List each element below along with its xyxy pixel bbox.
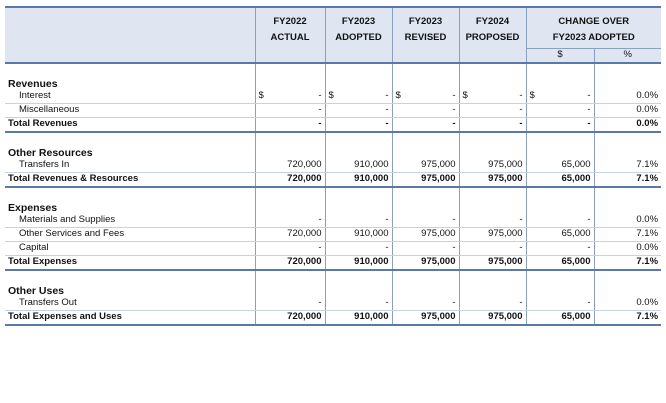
value: - (519, 90, 523, 101)
header-label-cell (5, 7, 255, 28)
header-label-cell-3 (5, 48, 255, 63)
row-label: Materials and Supplies (5, 214, 255, 228)
cell-fy2023-adopted (325, 90, 392, 104)
table-row-interest (5, 90, 661, 104)
cell-fy2023-adopted: 910,000 (325, 227, 392, 241)
cell-fy2023-adopted: - (325, 241, 392, 255)
table-row-capital (5, 241, 661, 255)
cell-fy2023-revised: - (392, 241, 459, 255)
header-blank-3 (392, 48, 459, 63)
total-fy2022: 720,000 (255, 255, 325, 270)
cell-fy2022: - (255, 214, 325, 228)
total-fy2024: 975,000 (459, 310, 526, 325)
section-revenues (5, 77, 661, 90)
total-fy2023-adopted: 910,000 (325, 310, 392, 325)
value: - (318, 90, 322, 101)
header-blank-1 (255, 48, 325, 63)
cell-change-pct: 0.0% (594, 90, 661, 104)
total-fy2023-revised: 975,000 (392, 310, 459, 325)
currency-sign: $ (328, 90, 334, 101)
cell-fy2022: - (255, 241, 325, 255)
total-fy2023-adopted: 910,000 (325, 172, 392, 187)
cell-fy2024: - (459, 214, 526, 228)
row-label: Capital (5, 241, 255, 255)
total-fy2024: 975,000 (459, 255, 526, 270)
cell-fy2023-revised: - (392, 103, 459, 117)
cell-change-dollar: 65,000 (526, 159, 594, 173)
cell-fy2022: - (255, 297, 325, 311)
total-change-pct: 7.1% (594, 172, 661, 187)
spacer (5, 132, 661, 146)
total-change-pct: 0.0% (594, 117, 661, 132)
header-change-dollar: $ (526, 48, 594, 63)
cell-fy2023-revised (392, 90, 459, 104)
total-label: Total Revenues & Resources (5, 172, 255, 187)
header-change-over: CHANGE OVER (526, 7, 661, 28)
cell-change-pct: 7.1% (594, 227, 661, 241)
value: - (587, 90, 591, 101)
total-fy2022: - (255, 117, 325, 132)
header-blank-2 (325, 48, 392, 63)
cell-fy2022: - (255, 103, 325, 117)
total-change-pct: 7.1% (594, 310, 661, 325)
total-fy2023-adopted: 910,000 (325, 255, 392, 270)
header-label-cell-2 (5, 28, 255, 48)
cell-fy2024: - (459, 297, 526, 311)
currency-sign: $ (258, 90, 264, 101)
total-change-dollar: 65,000 (526, 172, 594, 187)
total-fy2023-revised: - (392, 117, 459, 132)
table-row-transfers-in (5, 159, 661, 173)
total-fy2024: - (459, 117, 526, 132)
cell-fy2024: 975,000 (459, 227, 526, 241)
header-fy2023-revised: REVISED (392, 28, 459, 48)
cell-fy2024: - (459, 241, 526, 255)
table-row-materials-supplies (5, 214, 661, 228)
header-fy2022-year: FY2022 (255, 7, 325, 28)
spacer (5, 187, 661, 201)
total-row-revenues (5, 117, 661, 132)
cell-change-pct: 7.1% (594, 159, 661, 173)
spacer (5, 270, 661, 284)
header-fy2023-adopted-year: FY2023 (325, 7, 392, 28)
total-fy2022: 720,000 (255, 172, 325, 187)
row-label: Other Services and Fees (5, 227, 255, 241)
total-fy2022: 720,000 (255, 310, 325, 325)
cell-fy2023-revised: 975,000 (392, 159, 459, 173)
value: - (452, 90, 456, 101)
total-label: Total Revenues (5, 117, 255, 132)
spacer (5, 63, 661, 77)
section-expenses (5, 201, 661, 214)
total-fy2023-adopted: - (325, 117, 392, 132)
total-change-dollar: 65,000 (526, 255, 594, 270)
row-label: Interest (5, 90, 255, 104)
header-blank-4 (459, 48, 526, 63)
header-fy2023-revised-year: FY2023 (392, 7, 459, 28)
total-change-dollar: 65,000 (526, 310, 594, 325)
header-fy2022-actual: ACTUAL (255, 28, 325, 48)
currency-sign: $ (395, 90, 401, 101)
table-row-transfers-out (5, 297, 661, 311)
cell-change-pct: 0.0% (594, 103, 661, 117)
total-fy2023-revised: 975,000 (392, 255, 459, 270)
budget-table (5, 6, 661, 326)
section-other-uses (5, 284, 661, 297)
table-row-other-services-fees (5, 227, 661, 241)
header-row-1 (5, 7, 661, 28)
header-change-pct: % (594, 48, 661, 63)
total-label: Total Expenses (5, 255, 255, 270)
row-label: Miscellaneous (5, 103, 255, 117)
cell-change-dollar (526, 90, 594, 104)
cell-fy2024 (459, 90, 526, 104)
currency-sign: $ (462, 90, 468, 101)
cell-change-pct: 0.0% (594, 297, 661, 311)
section-title: Other Resources (8, 146, 93, 159)
total-row-expenses-uses (5, 310, 661, 325)
total-fy2024: 975,000 (459, 172, 526, 187)
header-change-fy2023-adopted: FY2023 ADOPTED (526, 28, 661, 48)
total-fy2023-revised: 975,000 (392, 172, 459, 187)
row-label: Transfers Out (5, 297, 255, 311)
value: - (385, 90, 389, 101)
header-fy2024-year: FY2024 (459, 7, 526, 28)
cell-change-dollar: - (526, 241, 594, 255)
cell-fy2022: 720,000 (255, 159, 325, 173)
cell-change-pct: 0.0% (594, 214, 661, 228)
cell-fy2022 (255, 90, 325, 104)
cell-change-dollar: - (526, 297, 594, 311)
header-row-3 (5, 48, 661, 63)
cell-fy2022: 720,000 (255, 227, 325, 241)
cell-change-pct: 0.0% (594, 241, 661, 255)
total-row-revenues-resources (5, 172, 661, 187)
cell-fy2023-adopted: - (325, 214, 392, 228)
currency-sign: $ (529, 90, 535, 101)
cell-fy2024: - (459, 103, 526, 117)
total-label: Total Expenses and Uses (5, 310, 255, 325)
cell-change-dollar: - (526, 214, 594, 228)
cell-fy2024: 975,000 (459, 159, 526, 173)
cell-change-dollar: 65,000 (526, 227, 594, 241)
cell-change-dollar: - (526, 103, 594, 117)
total-row-expenses (5, 255, 661, 270)
cell-fy2023-revised: - (392, 297, 459, 311)
section-other-resources (5, 146, 661, 159)
cell-fy2023-adopted: - (325, 103, 392, 117)
section-title: Expenses (8, 201, 58, 214)
cell-fy2023-adopted: 910,000 (325, 159, 392, 173)
row-label: Transfers In (5, 159, 255, 173)
section-title: Other Uses (8, 284, 65, 297)
cell-fy2023-adopted: - (325, 297, 392, 311)
cell-fy2023-revised: 975,000 (392, 227, 459, 241)
table-row-miscellaneous (5, 103, 661, 117)
header-fy2024-proposed: PROPOSED (459, 28, 526, 48)
total-change-dollar: - (526, 117, 594, 132)
section-title: Revenues (8, 77, 58, 90)
total-change-pct: 7.1% (594, 255, 661, 270)
header-row-2 (5, 28, 661, 48)
cell-fy2023-revised: - (392, 214, 459, 228)
header-fy2023-adopted: ADOPTED (325, 28, 392, 48)
